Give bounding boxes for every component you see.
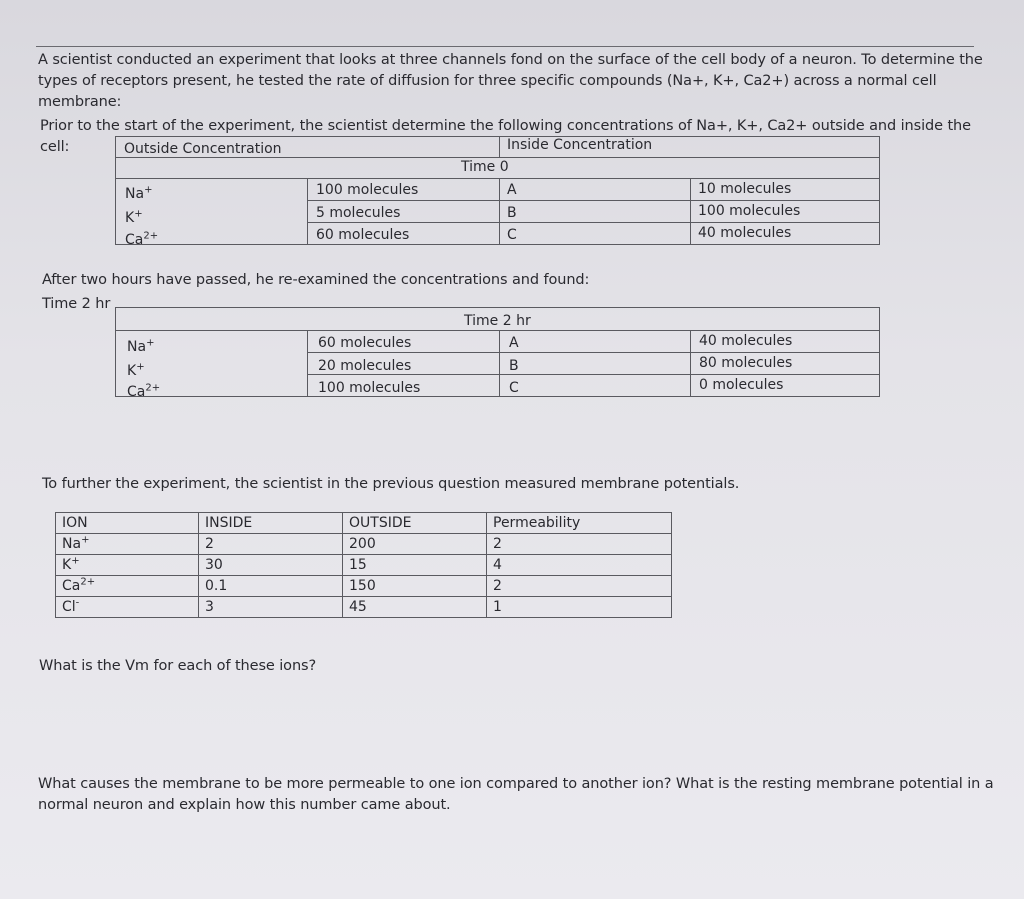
ion-charge: 2+	[80, 576, 96, 588]
top-rule	[36, 46, 974, 47]
channel-label: A	[509, 335, 519, 351]
ion-charge: 2+	[145, 382, 161, 394]
after-paragraph: After two hours have passed, he re-examined the concentrations and found:	[42, 272, 590, 288]
table1-col-divider-2	[499, 178, 500, 245]
ion-symbol: Ca	[125, 232, 144, 248]
table-row	[56, 534, 672, 555]
ion-cell	[56, 534, 199, 555]
table1-row-divider-2	[307, 222, 880, 223]
inside-cell: 3	[199, 597, 343, 618]
intro-paragraph: A scientist conducted an experiment that looks at three channels fond on the surface of the cell body of a neuron. To determine the types of receptors present, he tested the rate of diffusion for three specific compounds (Na+, K+, Ca2+) across a normal cell membrane:	[38, 52, 983, 110]
table-row	[56, 576, 672, 597]
outside-value: 60 molecules	[318, 335, 412, 351]
table1-time-label: Time 0	[461, 159, 509, 175]
time2-label: Time 2 hr	[42, 296, 111, 312]
permeability-cell: 1	[487, 597, 672, 618]
outside-cell: 200	[343, 534, 487, 555]
vm-question: What is the Vm for each of these ions?	[39, 658, 317, 674]
table-row	[125, 209, 143, 227]
table2-col-divider-3	[690, 330, 691, 397]
outside-cell: 15	[343, 555, 487, 576]
ion-charge: +	[134, 208, 143, 220]
permeability-question: What causes the membrane to be more permeable to one ion compared to another ion? What is the resting membrane potential in a normal neuron and explain how this number came about.	[38, 776, 994, 813]
outside-cell: 45	[343, 597, 487, 618]
inside-concentration-header: Inside Concentration	[507, 137, 653, 153]
column-header: ION	[56, 513, 199, 534]
ion-symbol: K	[125, 210, 135, 226]
ion-charge: +	[146, 337, 155, 349]
ion-symbol: Ca	[127, 384, 146, 400]
ion-symbol: Na	[125, 186, 145, 202]
table-header-row	[56, 513, 672, 534]
inside-value: 100 molecules	[698, 203, 801, 219]
inside-cell: 30	[199, 555, 343, 576]
channel-label: A	[507, 182, 517, 198]
table-row	[127, 362, 145, 380]
ion-charge: 2+	[143, 230, 159, 242]
channel-label: C	[507, 227, 517, 243]
table1-col-divider-1	[307, 178, 308, 245]
prior-paragraph: Prior to the start of the experiment, the scientist determine the following concentrations of Na+, K+, Ca2+ outside and inside the cell:	[40, 118, 971, 155]
ion-symbol: Ca	[62, 578, 81, 594]
ion-charge: -	[75, 597, 80, 609]
permeability-cell: 4	[487, 555, 672, 576]
table-row	[127, 383, 160, 401]
table1-header-divider	[499, 136, 500, 158]
outside-value: 60 molecules	[316, 227, 410, 243]
ion-symbol: Cl	[62, 599, 76, 615]
ion-cell	[56, 597, 199, 618]
channel-label: B	[509, 358, 519, 374]
table1-col-divider-3	[690, 178, 691, 245]
table2-time-label: Time 2 hr	[464, 313, 531, 329]
table-row	[127, 338, 154, 356]
further-paragraph: To further the experiment, the scientist in the previous question measured membrane potentials.	[42, 476, 740, 492]
permeability-cell: 2	[487, 576, 672, 597]
ion-symbol: K	[127, 363, 137, 379]
channel-label: C	[509, 380, 519, 396]
column-header: OUTSIDE	[343, 513, 487, 534]
ion-cell	[56, 576, 199, 597]
membrane-potential-table	[55, 512, 672, 618]
table-row	[125, 231, 158, 249]
table1-row-divider-1	[307, 200, 880, 201]
table-row	[56, 555, 672, 576]
permeability-cell: 2	[487, 534, 672, 555]
table2-row-divider-1	[307, 352, 880, 353]
table-row	[56, 597, 672, 618]
inside-value: 80 molecules	[699, 355, 793, 371]
outside-value: 100 molecules	[318, 380, 421, 396]
ion-cell	[56, 555, 199, 576]
inside-value: 10 molecules	[698, 181, 792, 197]
outside-concentration-header: Outside Concentration	[124, 141, 282, 157]
table2-col-divider-2	[499, 330, 500, 397]
table2-col-divider-1	[307, 330, 308, 397]
inside-cell: 0.1	[199, 576, 343, 597]
ion-symbol: Na	[127, 339, 147, 355]
ion-charge: +	[81, 534, 90, 546]
ion-charge: +	[144, 184, 153, 196]
inside-value: 40 molecules	[699, 333, 793, 349]
outside-value: 100 molecules	[316, 182, 419, 198]
inside-value: 0 molecules	[699, 377, 784, 393]
outside-value: 20 molecules	[318, 358, 412, 374]
column-header: Permeability	[487, 513, 672, 534]
ion-charge: +	[71, 555, 80, 567]
outside-cell: 150	[343, 576, 487, 597]
inside-value: 40 molecules	[698, 225, 792, 241]
column-header: INSIDE	[199, 513, 343, 534]
inside-cell: 2	[199, 534, 343, 555]
outside-value: 5 molecules	[316, 205, 401, 221]
ion-charge: +	[136, 361, 145, 373]
channel-label: B	[507, 205, 517, 221]
ion-symbol: Na	[62, 536, 82, 552]
ion-symbol: K	[62, 557, 72, 573]
table-row	[125, 185, 152, 203]
